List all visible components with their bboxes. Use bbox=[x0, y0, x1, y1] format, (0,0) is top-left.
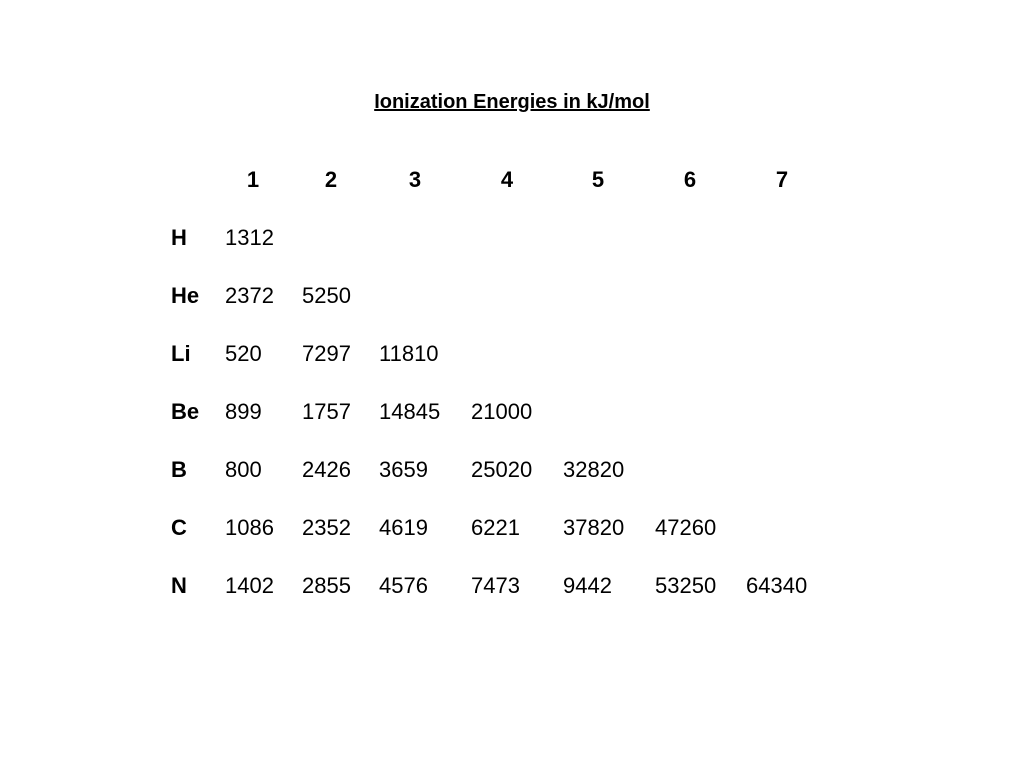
ionization-value: 37820 bbox=[563, 515, 625, 540]
element-label: He bbox=[171, 283, 200, 308]
ionization-value: 14845 bbox=[379, 399, 441, 424]
ionization-value: 4576 bbox=[379, 573, 428, 598]
column-header: 5 bbox=[591, 167, 605, 192]
ionization-value: 899 bbox=[225, 399, 262, 424]
element-label: N bbox=[171, 573, 187, 598]
ionization-value: 1402 bbox=[225, 573, 274, 598]
column-header: 7 bbox=[775, 167, 789, 192]
column-header: 3 bbox=[408, 167, 422, 192]
ionization-value: 2372 bbox=[225, 283, 274, 308]
ionization-value: 53250 bbox=[655, 573, 717, 598]
column-header: 6 bbox=[683, 167, 697, 192]
element-label: B bbox=[171, 457, 187, 482]
ionization-value: 2352 bbox=[302, 515, 351, 540]
ionization-value: 4619 bbox=[379, 515, 428, 540]
ionization-value: 6221 bbox=[471, 515, 520, 540]
column-header: 1 bbox=[246, 167, 260, 192]
element-label: C bbox=[171, 515, 187, 540]
ionization-value: 1312 bbox=[225, 225, 274, 250]
ionization-value: 5250 bbox=[302, 283, 351, 308]
element-label: Li bbox=[171, 341, 191, 366]
ionization-value: 2426 bbox=[302, 457, 351, 482]
ionization-value: 3659 bbox=[379, 457, 428, 482]
column-header: 2 bbox=[324, 167, 338, 192]
ionization-value: 7473 bbox=[471, 573, 520, 598]
element-label: H bbox=[171, 225, 187, 250]
element-label: Be bbox=[171, 399, 200, 424]
ionization-value: 11810 bbox=[379, 341, 439, 366]
page-title: Ionization Energies in kJ/mol bbox=[374, 91, 650, 113]
ionization-value: 520 bbox=[225, 341, 262, 366]
ionization-value: 47260 bbox=[655, 515, 717, 540]
ionization-value: 32820 bbox=[563, 457, 625, 482]
ionization-value: 64340 bbox=[746, 573, 808, 598]
ionization-value: 7297 bbox=[302, 341, 351, 366]
ionization-value: 9442 bbox=[563, 573, 612, 598]
ionization-value: 21000 bbox=[471, 399, 533, 424]
ionization-value: 1086 bbox=[225, 515, 274, 540]
ionization-value: 800 bbox=[225, 457, 262, 482]
ionization-value: 2855 bbox=[302, 573, 351, 598]
column-header: 4 bbox=[500, 167, 514, 192]
ionization-value: 25020 bbox=[471, 457, 533, 482]
ionization-value: 1757 bbox=[302, 399, 351, 424]
